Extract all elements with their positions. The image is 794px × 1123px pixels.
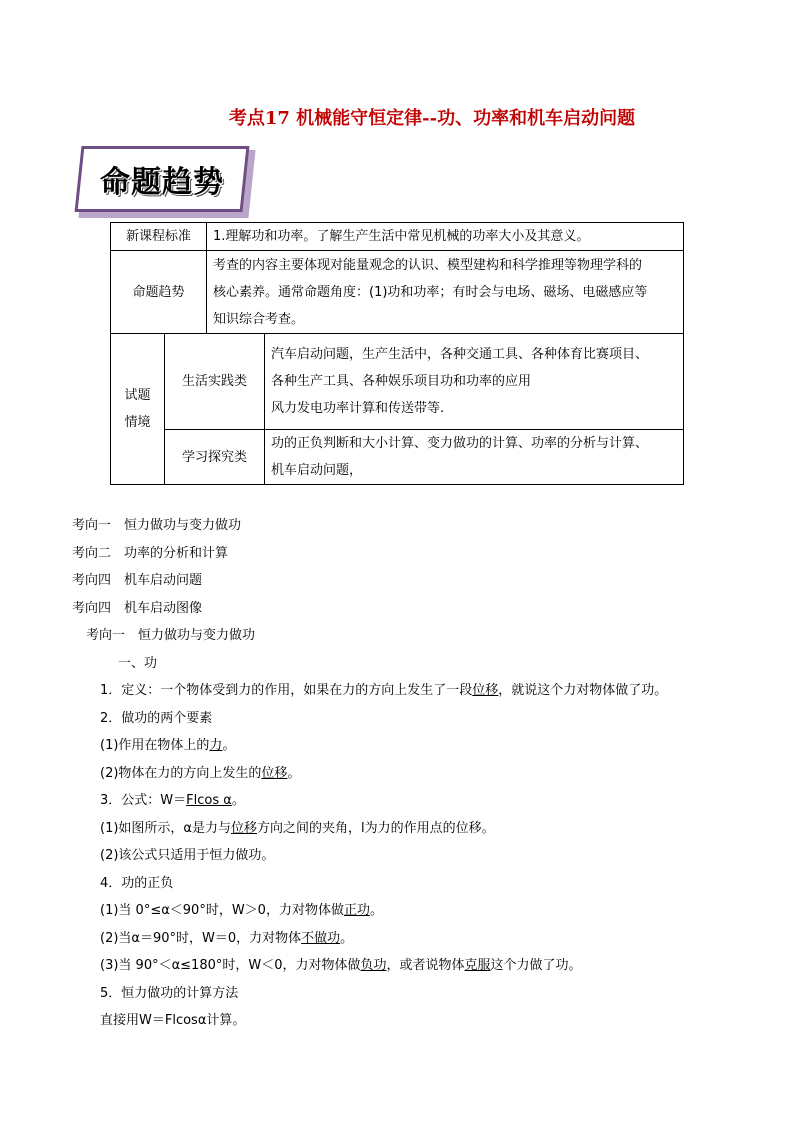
paragraph-line	[72, 952, 667, 980]
text-line: 机车启动问题，	[271, 463, 363, 478]
text-run: 。	[222, 738, 236, 753]
text-run: (1)当 0°≤α＜90°时，W＞0，力对物体做	[100, 903, 344, 918]
underlined-term: 克服	[464, 958, 491, 973]
paragraph-line	[72, 897, 667, 925]
table-cell-label: 命题趋势	[111, 251, 207, 334]
paragraph-line: 4．功的正负	[100, 875, 174, 891]
underlined-term: 负功	[360, 958, 387, 973]
text-run: 1．定义：一个物体受到力的作用，如果在力的方向上发生了一段	[100, 683, 473, 698]
document-body	[72, 512, 667, 1035]
underlined-term: 位移	[230, 820, 257, 836]
direction-item: 考向四 机车启动问题	[72, 573, 203, 588]
text-run: 。	[340, 930, 354, 946]
table-cell-text	[207, 251, 684, 334]
paragraph-line	[72, 760, 667, 788]
direction-item: 考向二 功率的分析和计算	[72, 545, 229, 561]
paragraph-line	[72, 815, 667, 843]
text-run: ，就说这个力对物体做了功。	[498, 683, 668, 698]
table-cell-text: 1.理解功和功率。了解生产生活中常见机械的功率大小及其意义。	[207, 223, 684, 251]
text-run: ，或者说物体	[386, 958, 465, 973]
text-line: 功的正负判断和大小计算、变力做功的计算、功率的分析与计算、	[271, 436, 649, 451]
underlined-term: 力	[209, 738, 223, 753]
page-title: 考点17 机械能守恒定律--功、功率和机车启动问题	[228, 108, 636, 129]
underlined-term: Flcos α	[186, 793, 232, 808]
table-cell-sublabel: 学习探究类	[165, 430, 265, 485]
paragraph-line	[72, 677, 667, 705]
paragraph-line: (2)该公式只适用于恒力做功。	[100, 848, 275, 863]
paragraph-line: 直接用W＝Flcosα计算。	[100, 1013, 246, 1028]
text-run: 。	[369, 903, 383, 918]
text-run: (1)如图所示，α是力与	[100, 820, 231, 836]
text-line: 汽车启动问题，生产生活中，各种交通工具、各种体育比赛项目、	[271, 347, 649, 362]
text-line: 风力发电功率计算和传送带等.	[271, 401, 445, 416]
table-row	[111, 334, 684, 430]
text-line: 试题	[124, 388, 151, 403]
text-run: (3)当 90°＜α≤180°时，W＜0，力对物体做	[100, 958, 361, 973]
text-run: 3．公式：W＝	[100, 793, 187, 808]
badge-frame	[75, 146, 250, 212]
underlined-term: 位移	[472, 683, 499, 698]
text-line: 核心素养。通常命题角度：(1)功和功率；有时会与电场、磁场、电磁感应等	[213, 284, 648, 300]
table-row	[111, 251, 684, 334]
underlined-term: 不做功	[301, 930, 341, 946]
text-run: 。	[231, 793, 245, 808]
text-line: 知识综合考查。	[213, 311, 305, 327]
table-cell-sublabel: 生活实践类	[165, 334, 265, 430]
sub-heading: 一、功	[118, 655, 158, 671]
trend-table	[110, 222, 684, 485]
text-run: (1)作用在物体上的	[100, 738, 210, 753]
text-run: 这个力做了功。	[490, 958, 582, 973]
text-run: (2)物体在力的方向上发生的	[100, 765, 262, 781]
paragraph-line: 5．恒力做功的计算方法	[100, 985, 239, 1001]
text-run: 方向之间的夹角，l为力的作用点的位移。	[257, 820, 495, 836]
table-cell-text	[265, 334, 684, 430]
table-cell-label: 新课程标准	[111, 223, 207, 251]
underlined-term: 位移	[261, 765, 288, 781]
table-cell-label	[111, 334, 165, 485]
table-cell-text	[265, 430, 684, 485]
direction-item: 考向一 恒力做功与变力做功	[72, 518, 242, 533]
text-run: 。	[287, 765, 301, 781]
section-heading: 考向一 恒力做功与变力做功	[86, 628, 256, 643]
text-line: 考查的内容主要体现对能量观念的认识、模型建构和科学推理等物理学科的	[213, 257, 643, 273]
paragraph-line: 2．做功的两个要素	[100, 710, 213, 726]
table-row	[111, 223, 684, 251]
underlined-term: 正功	[343, 903, 370, 918]
badge-label: 命题趋势	[100, 165, 224, 200]
text-line: 各种生产工具、各种娱乐项目功和功率的应用	[271, 374, 532, 389]
paragraph-line	[72, 787, 667, 815]
paragraph-line	[72, 925, 667, 953]
text-line: 情境	[124, 415, 151, 430]
text-run: (2)当α＝90°时，W＝0，力对物体	[100, 930, 302, 946]
paragraph-line	[72, 732, 667, 760]
direction-item: 考向四 机车启动图像	[72, 600, 203, 616]
section-badge	[72, 142, 262, 222]
table-row	[111, 430, 684, 485]
